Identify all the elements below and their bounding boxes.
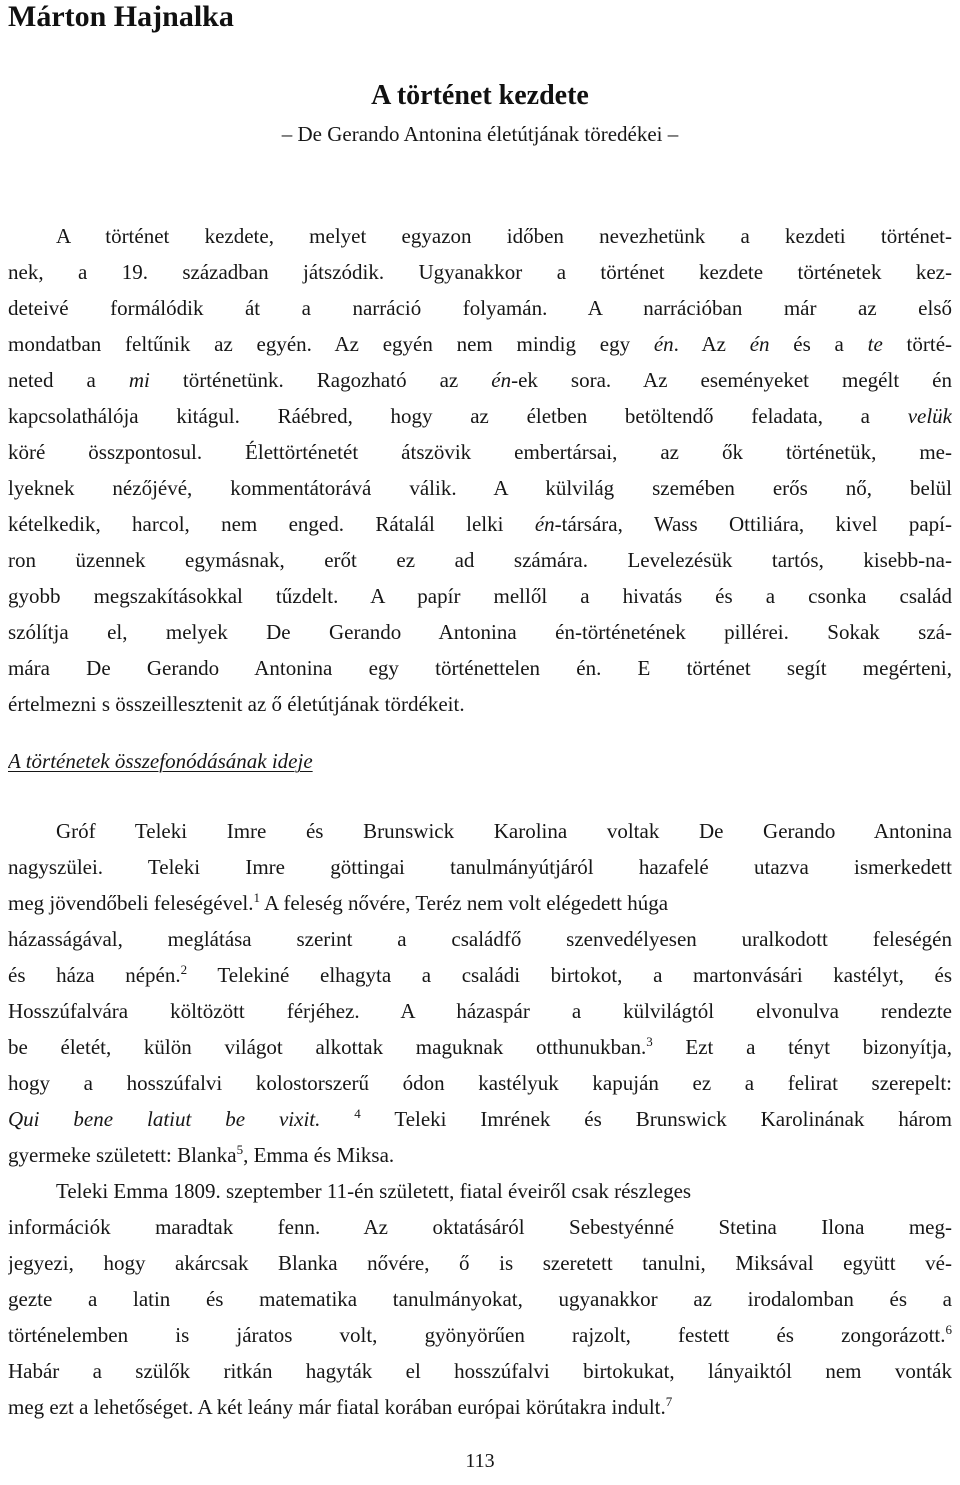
text-line: Gróf Teleki Imre és Brunswick Karolina voltak De Gerando Antonina bbox=[56, 819, 952, 843]
text-line: A történet kezdete, melyet egyazon időben nevezhetünk a kezdeti történet- bbox=[56, 224, 952, 248]
text-line: Hosszúfalvára költözött férjéhez. A házaspár a külvilágtól elvonulva rendezte bbox=[8, 999, 952, 1023]
text-line: Teleki Emma 1809. szeptember 11-én született, fiatal éveiről csak részleges bbox=[56, 1179, 692, 1203]
text-line: értelmezni s összeillesztenit az ő életútjának tördékeit. bbox=[8, 692, 465, 716]
text-line: be életét, külön világot alkottak maguknak otthunukban.$^3$ Ezt a tényt bizonyítja, bbox=[8, 1034, 952, 1059]
text-line: nagyszülei. Teleki Imre göttingai tanulmányútjáról hazafelé utazva ismerkedett bbox=[8, 855, 952, 879]
text-line: hogy a hosszúfalvi kolostorszerű ódon kastélyuk kapuján ez a felirat szerepelt: bbox=[8, 1071, 952, 1095]
text-line: jegyezi, hogy akárcsak Blanka nővére, ő is szeretett tanulni, Miksával együtt vé- bbox=[8, 1251, 952, 1275]
text-line: Qui bene latiut be vixit. $^4$ Teleki Imrének és Brunswick Karolinának három bbox=[8, 1106, 952, 1131]
text-line: köré összpontosul. Élettörténetét átszövik embertársai, az ők történetük, me- bbox=[8, 440, 952, 464]
text-line: gyobb megszakításokkal tűzdelt. A papír mellől a hivatás és a csonka család bbox=[8, 584, 952, 608]
section-heading: A történetek összefonódásának ideje bbox=[8, 749, 313, 773]
text-line: információk maradtak fenn. Az oktatásáról Sebestyénné Stetina Ilona meg- bbox=[8, 1215, 952, 1239]
text-line: kételkedik, harcol, nem enged. Rátalál lelki én-társára, Wass Ottiliára, kivel papí- bbox=[8, 512, 952, 536]
text-line: kapcsolathálója kitágul. Ráébred, hogy az életben betöltendő feladata, a velük bbox=[8, 404, 952, 428]
page-number: 113 bbox=[465, 1450, 495, 1472]
article-subtitle: – De Gerando Antonina életútjának töredékei – bbox=[281, 122, 679, 146]
author-name: Márton Hajnalka bbox=[8, 0, 234, 33]
text-line: mára De Gerando Antonina egy történettelen én. E történet segít megérteni, bbox=[8, 656, 952, 680]
text-line: mondatban feltűnik az egyén. Az egyén nem mindig egy én. Az én és a te törté- bbox=[8, 332, 952, 356]
text-line: ron üzennek egymásnak, erőt ez ad számára. Levelezésük tartós, kisebb-na- bbox=[8, 548, 952, 572]
article-title: A történet kezdete bbox=[371, 80, 589, 111]
text-line: házasságával, meglátása szerint a családfő szenvedélyesen uralkodott feleségén bbox=[8, 927, 952, 951]
text-line: gyermeke született: Blanka$^5$, Emma és Miksa. bbox=[8, 1142, 395, 1167]
text-line: deteivé formálódik át a narráció folyamán. A narrációban már az első bbox=[8, 296, 952, 320]
text-line: gezte a latin és matematika tanulmányokat, ugyanakkor az irodalomban és a bbox=[8, 1287, 952, 1311]
text-line: és háza népén.$^2$ Telekiné elhagyta a családi birtokot, a martonvásári kastélyt, és bbox=[8, 962, 952, 987]
text-line: meg ezt a lehetőséget. A két leány már fiatal korában európai körútakra indult.$^7$ bbox=[8, 1394, 673, 1419]
text-line: Habár a szülők ritkán hagyták el hosszúfalvi birtokukat, lányaiktól nem vonták bbox=[8, 1359, 952, 1383]
text-line: meg jövendőbeli feleségével.$^1$ A feleség nővére, Teréz nem volt elégedett húga bbox=[8, 890, 669, 915]
text-line: neted a mi történetünk. Ragozható az én-ek sora. Az eseményeket megélt én bbox=[8, 368, 952, 392]
text-line: történelemben is járatos volt, gyönyörűen rajzolt, festett és zongorázott.$^6$ bbox=[8, 1322, 952, 1347]
text-line: lyeknek nézőjévé, kommentátorává válik. A külvilág szemében erős nő, belül bbox=[8, 476, 952, 500]
text-line: szólítja el, melyek De Gerando Antonina én-történetének pillérei. Sokak szá- bbox=[8, 620, 952, 644]
text-line: nek, a 19. században játszódik. Ugyanakkor a történet kezdete történetek kez- bbox=[8, 260, 952, 284]
